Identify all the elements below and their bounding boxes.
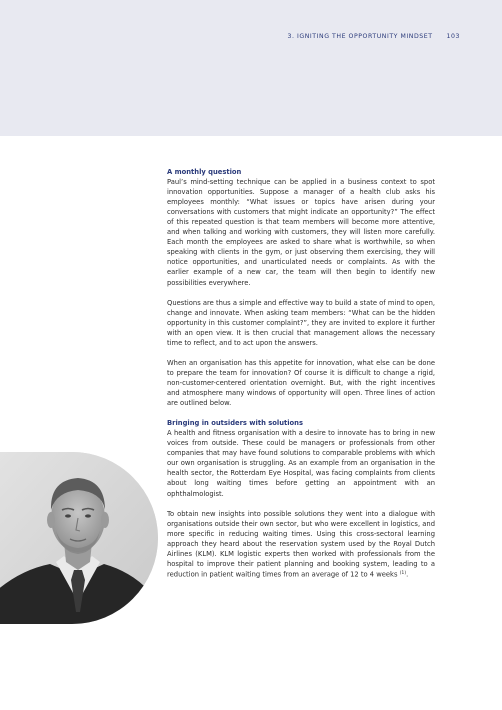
page-number: 103 bbox=[446, 33, 460, 40]
running-header bbox=[288, 33, 460, 40]
paragraph-with-footnote bbox=[167, 509, 435, 580]
body-text bbox=[167, 167, 435, 579]
paragraph: Paul’s mind-setting technique can be applied in a business context to spot innovation opportunities. Suppose a manager of a health club asks his employees monthly: “What issues or topics have arisen during your conversations with customers that might indicate an opportunity?” The effect of this repeated question is that team members will become more attentive, and when talking and working with customers, they will listen more carefully. Each month the employees are asked to share what is worthwhile, so when speaking with clients in the gym, or just observing them exercising, they will notice opportunities, and unarticulated needs or complaints. As with the earlier example of a new car, the team will then begin to identify new possibilities everywhere. bbox=[167, 178, 435, 287]
portrait-photo bbox=[0, 452, 158, 624]
paragraph: When an organisation has this appetite for innovation, what else can be done to prepare the team for innovation? Of course it is difficult to change a rigid, non-customer-centered orientation overnight. But, with the right incentives and atmosphere many windows of opportunity will open. Three lines of action are outlined below. bbox=[167, 358, 435, 408]
portrait-image bbox=[0, 452, 158, 624]
paragraph: Questions are thus a simple and effective way to build a state of mind to open, change and innovate. When asking team members: “What can be the hidden opportunity in this customer complaint?”, they are invited to explore it further with an open view. It is then crucial that management allows the necessary time to reflect, and to act upon the answers. bbox=[167, 298, 435, 347]
paragraph: A health and fitness organisation with a desire to innovate has to bring in new voices from outside. These could be managers or professionals from other companies that may have found solutions to comparable problems with which our own organisation is struggling. As an example from an organisation in the health sector, the Rotterdam Eye Hospital, was facing complaints from clients about long waiting times before getting an appointment with an ophthalmologist. bbox=[167, 429, 435, 498]
section-heading-outsiders: Bringing in outsiders with solutions bbox=[167, 419, 304, 428]
chapter-title: 3. IGNITING THE OPPORTUNITY MINDSET bbox=[287, 33, 433, 40]
section-heading-monthly-question: A monthly question bbox=[167, 168, 242, 176]
paragraph-text: To obtain new insights into possible solutions they went into a dialogue with organisations outside their own sector, but who were excellent in logistics, and more specific in reducing waiting times. Using this cross-sectoral learning approach they heard about the reservation system used by the Royal Dutch Airlines (KLM). KLM logistic experts then worked with professionals from the hospital to improve their patient planning and booking system, leading to a reduction in patient waiting times from an average of 12 to 4 weeks bbox=[167, 509, 435, 579]
footnote-reference: (1) bbox=[399, 570, 407, 576]
paragraph-end: . bbox=[406, 570, 409, 579]
header-band bbox=[0, 0, 502, 136]
